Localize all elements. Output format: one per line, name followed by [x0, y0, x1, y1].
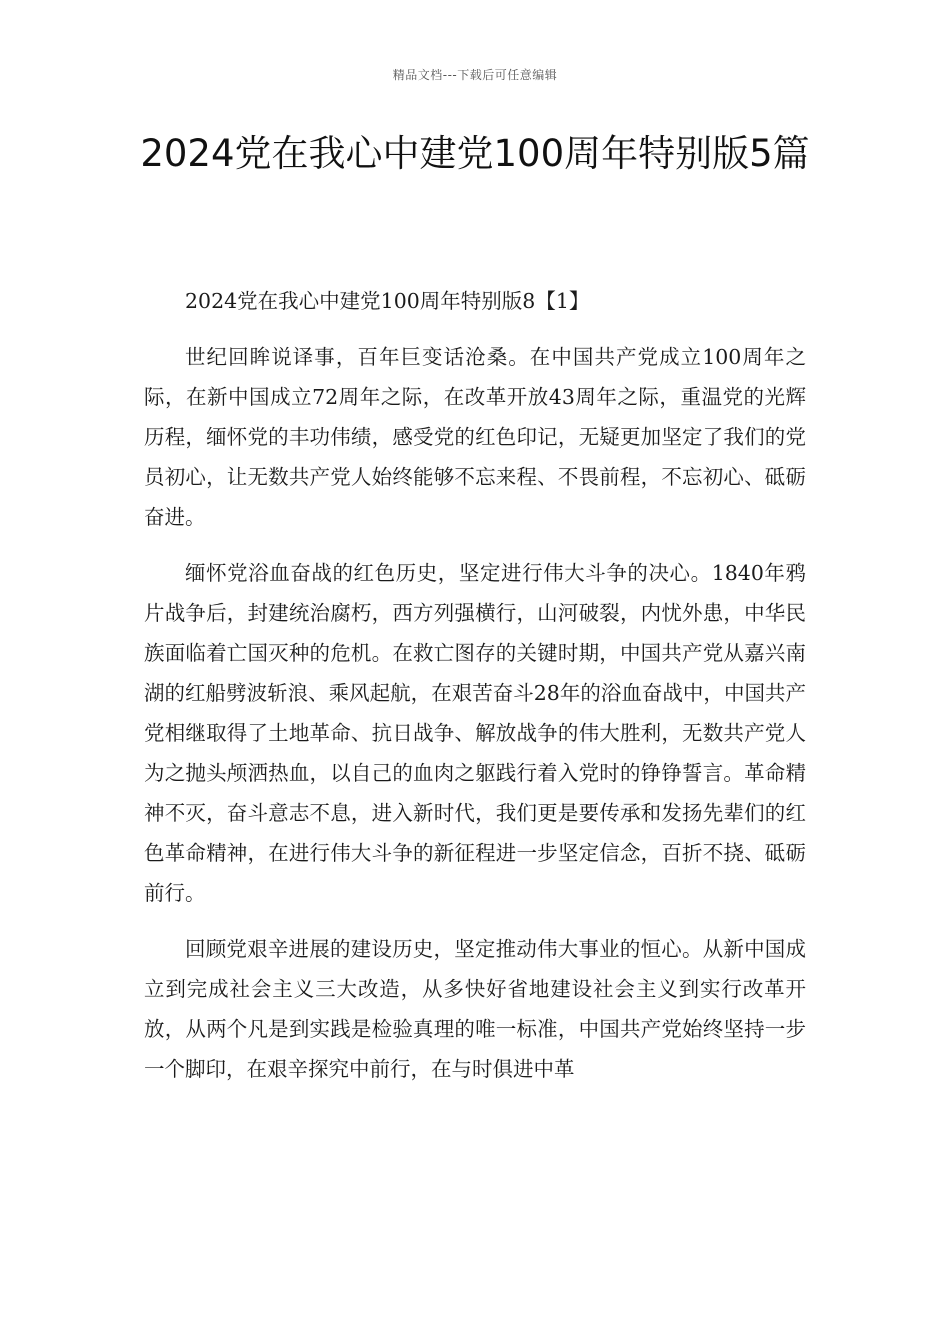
document-body — [144, 281, 806, 1105]
paragraph: 世纪回眸说译事，百年巨变话沧桑。在中国共产党成立100周年之际，在新中国成立72周年之际，在改革开放43周年之际，重温党的光辉历程，缅怀党的丰功伟绩，感受党的红色印记，无疑更加坚定了我们的党员初心，让无数共产党人始终能够不忘来程、不畏前程，不忘初心、砥砺奋进。 — [144, 345, 806, 529]
section-heading: 2024党在我心中建党100周年特别版8【1】 — [185, 289, 590, 313]
paragraph: 缅怀党浴血奋战的红色历史，坚定进行伟大斗争的决心。1840年鸦片战争后，封建统治腐朽，西方列强横行，山河破裂，内忧外患，中华民族面临着亡国灭种的危机。在救亡图存的关键时期，中国共产党从嘉兴南湖的红船劈波斩浪、乘风起航，在艰苦奋斗28年的浴血奋战中，中国共产党相继取得了土地革命、抗日战争、解放战争的伟大胜利，无数共产党人为之抛头颅洒热血，以自己的血肉之躯践行着入党时的铮铮誓言。革命精神不灭，奋斗意志不息，进入新时代，我们更是要传承和发扬先辈们的红色革命精神，在进行伟大斗争的新征程进一步坚定信念，百折不挠、砥砺前行。 — [144, 561, 806, 905]
paragraph: 回顾党艰辛进展的建设历史，坚定推动伟大事业的恒心。从新中国成立到完成社会主义三大改造，从多快好省地建设社会主义到实行改革开放，从两个凡是到实践是检验真理的唯一标准，中国共产党始终坚持一步一个脚印，在艰辛探究中前行，在与时俱进中革 — [144, 937, 806, 1081]
document-title: 2024党在我心中建党100周年特别版5篇 — [140, 132, 810, 175]
header-note: 精品文档---下载后可任意编辑 — [392, 68, 558, 82]
